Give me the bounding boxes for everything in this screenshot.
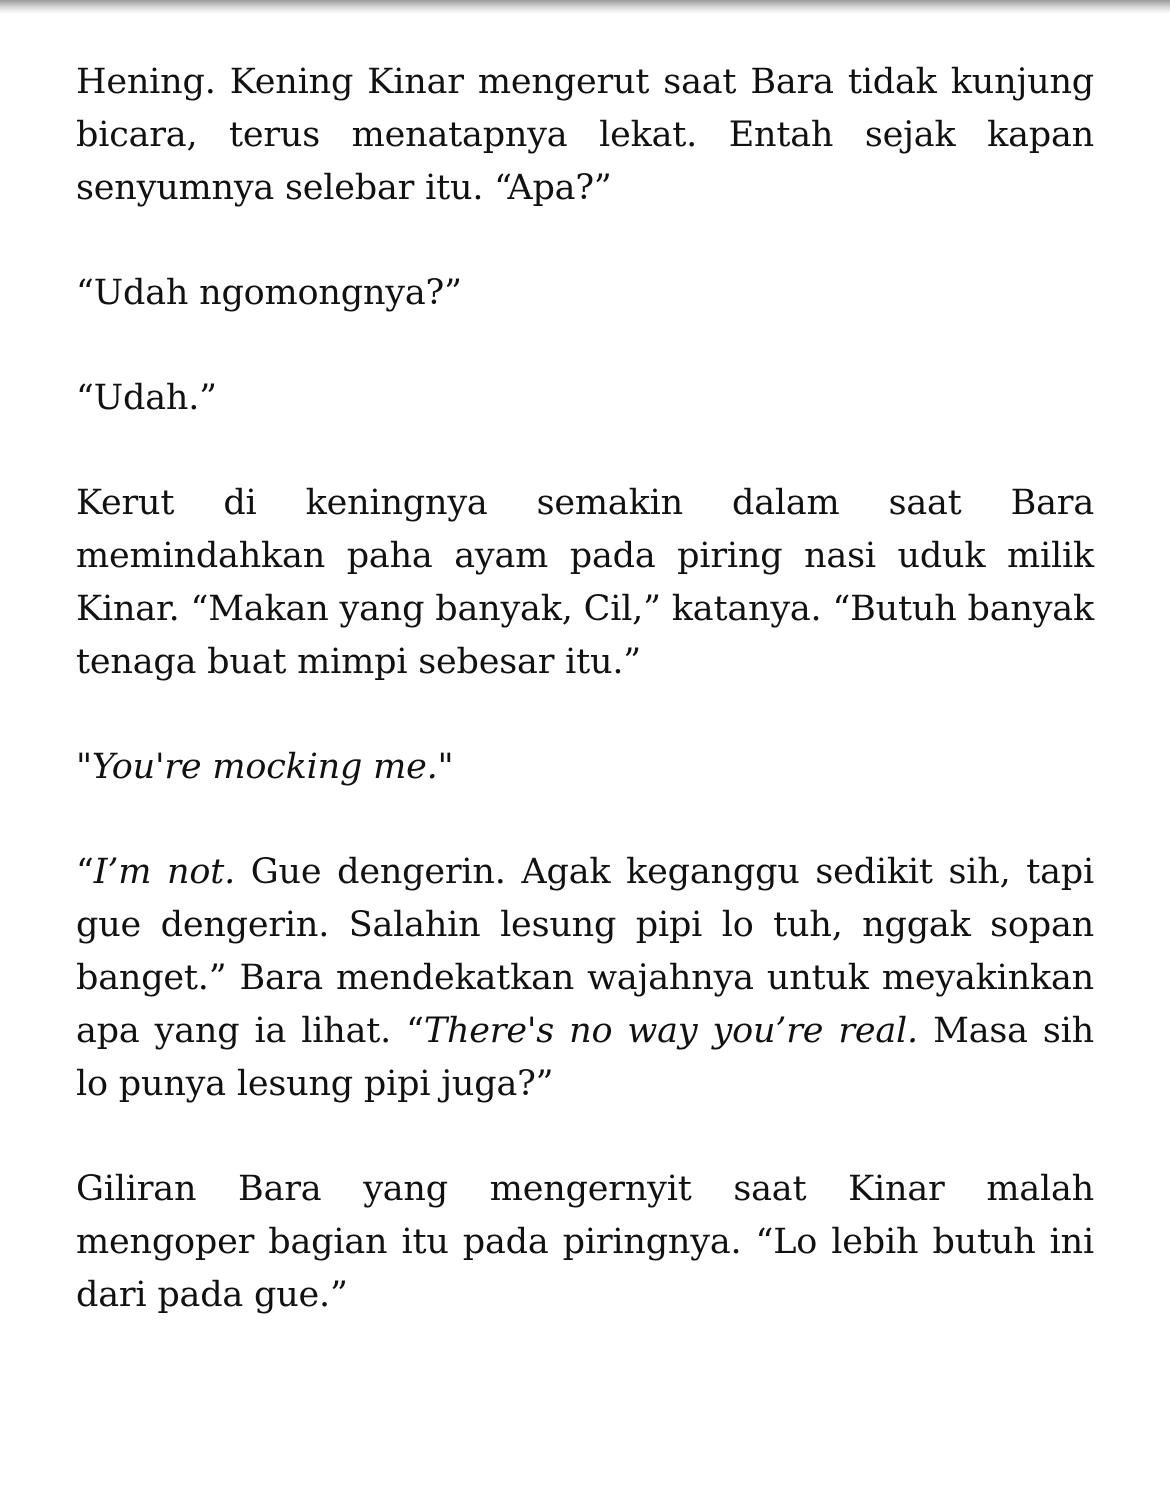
text-segment: Giliran Bara yang mengernyit saat Kinar malah mengoper bagian itu pada piringnya. “Lo lebih butuh ini dari pada gue.” [76, 1169, 1094, 1315]
paragraph-6 [76, 846, 1094, 1111]
reader-page[interactable] [76, 56, 1094, 1322]
text-segment: " [437, 747, 454, 787]
italic-text-segment: There's no way you’re real. [423, 1011, 918, 1051]
paragraph-2 [76, 267, 1094, 320]
text-segment: Hening. Kening Kinar mengerut saat Bara tidak kunjung bicara, terus menatapnya lekat. Entah sejak kapan senyumnya selebar itu. “Apa?” [76, 62, 1094, 208]
text-segment: Masa sih lo punya lesung pipi juga?” [76, 1011, 1094, 1104]
paragraph-4 [76, 477, 1094, 689]
paragraph-3 [76, 372, 1094, 425]
text-segment: Gue dengerin. Agak keganggu sedikit sih, tapi gue dengerin. Salahin lesung pipi lo tuh, nggak sopan banget.” Bara mendekatkan wajahnya untuk meyakinkan apa yang ia lihat. “ [76, 852, 1094, 1051]
italic-text-segment: You're mocking me. [91, 747, 438, 787]
text-segment: “Udah ngomongnya?” [76, 273, 462, 313]
paragraph-7 [76, 1163, 1094, 1322]
text-segment: “ [76, 852, 94, 892]
text-segment: " [76, 747, 92, 787]
paragraph-5 [76, 741, 1094, 794]
text-segment: “Udah.” [76, 378, 217, 418]
italic-text-segment: I’m not. [93, 852, 235, 892]
paragraph-1 [76, 56, 1094, 215]
text-segment: Kerut di keningnya semakin dalam saat Bara memindahkan paha ayam pada piring nasi uduk milik Kinar. “Makan yang banyak, Cil,” katanya. “Butuh banyak tenaga buat mimpi sebesar itu.” [76, 483, 1094, 682]
top-edge-shadow [0, 0, 1170, 14]
